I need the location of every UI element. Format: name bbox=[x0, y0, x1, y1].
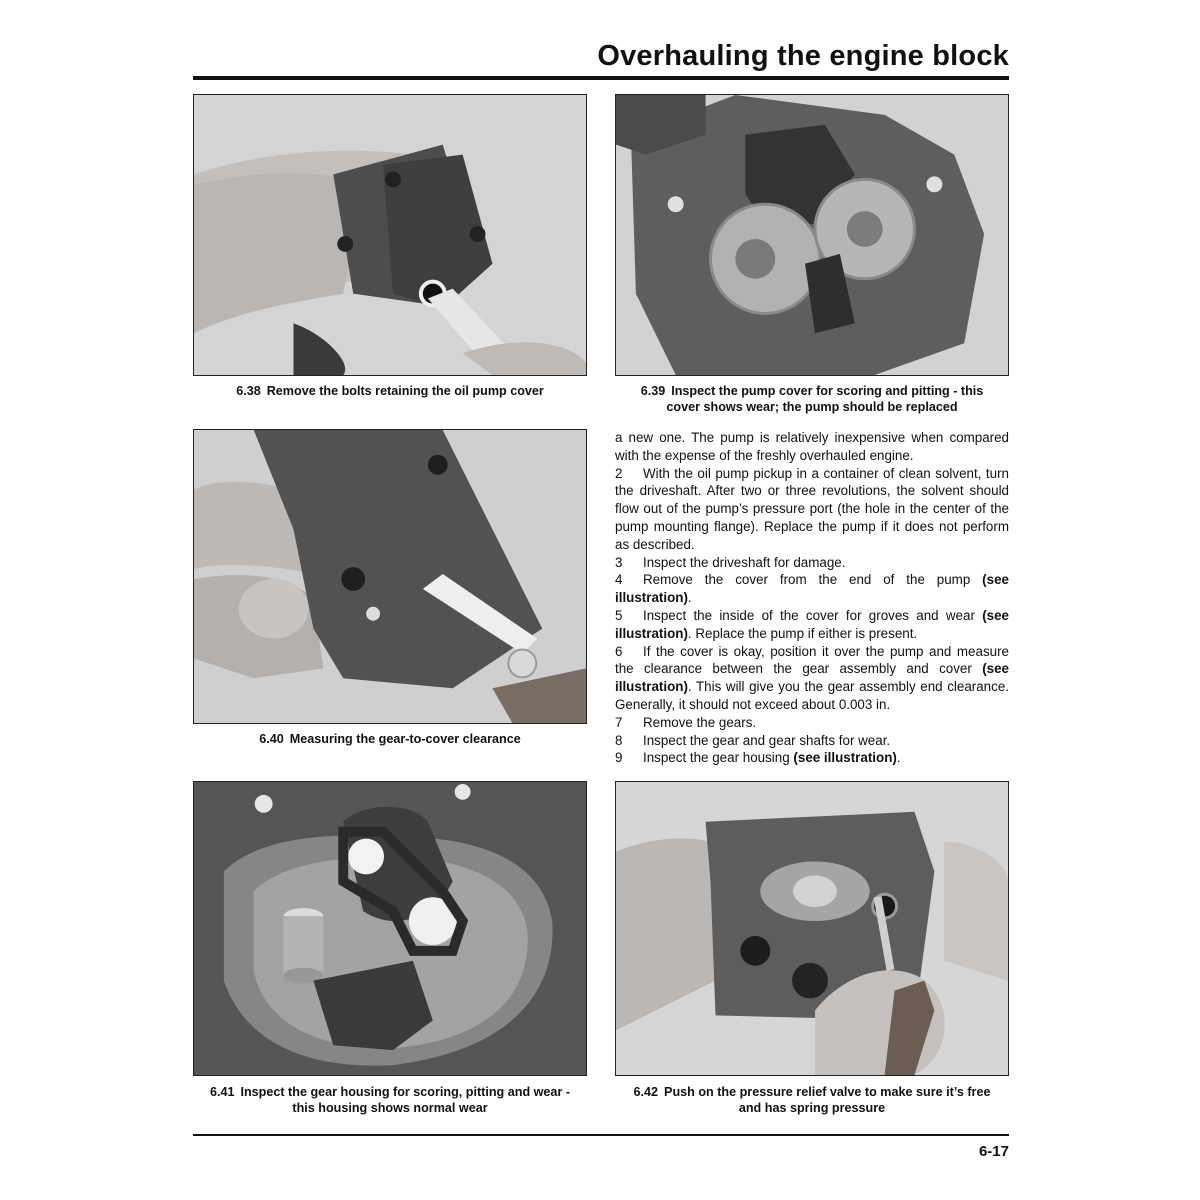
header-rule bbox=[193, 76, 1009, 80]
photo-6-42 bbox=[615, 781, 1009, 1076]
step-9: 9 Inspect the gear housing (see illustration). bbox=[615, 750, 901, 766]
step-2: 2 With the oil pump pickup in a container of clean solvent, turn the driveshaft. After two or three revolutions, the solvent should flow out of the pump’s pressure port (the hole in the center of the pump mounting flange). Replace the pump if it does not perform as described. bbox=[615, 465, 1009, 552]
page-title: Overhauling the engine block bbox=[597, 40, 1009, 72]
step-6: 6 If the cover is okay, position it over the pump and measure the clearance between the gear assembly and cover (see illustration). This will give you the gear assembly end clearance. Generally, it should not exceed about 0.003 in. bbox=[615, 643, 1009, 712]
step-8: 8 Inspect the gear and gear shafts for wear. bbox=[615, 732, 891, 748]
photo-6-38 bbox=[193, 94, 587, 376]
body-paragraph: a new one. The pump is relatively inexpensive when compared with the expense of the freshly overhauled engine. bbox=[615, 430, 1009, 463]
figure-caption: 6.38 Remove the bolts retaining the oil pump cover bbox=[236, 384, 544, 398]
photo-6-39 bbox=[615, 94, 1009, 376]
step-4: 4 Remove the cover from the end of the pump (see illustration). bbox=[615, 572, 1009, 606]
photo-6-41 bbox=[193, 781, 587, 1076]
figure-caption: 6.42 Push on the pressure relief valve to make sure it’s free and has spring pressure bbox=[633, 1085, 991, 1115]
step-5: 5 Inspect the inside of the cover for groves and wear (see illustration). Replace the pump if either is present. bbox=[615, 607, 1009, 641]
page-number: 6-17 bbox=[978, 1143, 1009, 1160]
footer-rule bbox=[193, 1134, 1009, 1136]
step-7: 7 Remove the gears. bbox=[615, 714, 757, 730]
body-text bbox=[615, 429, 1009, 767]
step-3: 3 Inspect the driveshaft for damage. bbox=[615, 554, 846, 570]
figure-caption: 6.41 Inspect the gear housing for scoring, pitting and wear - this housing shows normal wear bbox=[209, 1085, 571, 1115]
figure-caption: 6.40 Measuring the gear-to-cover clearance bbox=[259, 732, 521, 746]
photo-6-40 bbox=[193, 429, 587, 724]
figure-caption: 6.39 Inspect the pump cover for scoring and pitting - this cover shows wear; the pump should be replaced bbox=[640, 384, 984, 414]
